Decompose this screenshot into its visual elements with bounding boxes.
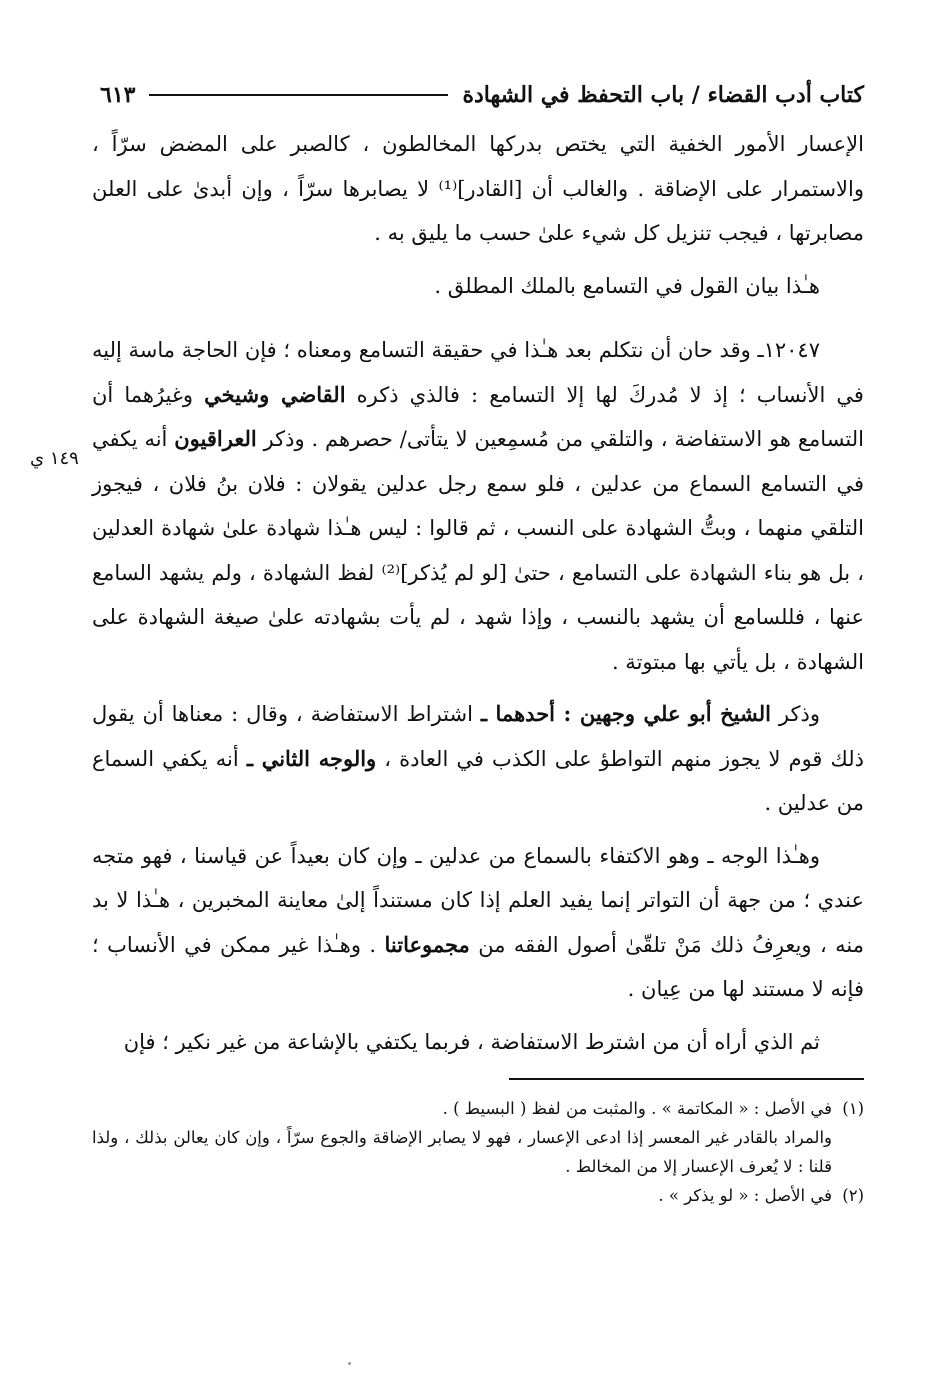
paragraph-3: [92, 328, 864, 684]
paragraph-4-text-a: وذكر: [771, 702, 820, 726]
paragraph-5-text-a: وهـٰذا الوجه ـ وهو الاكتفاء بالسماع من عدلين ـ وإن كان بعيداً عن قياسنا ، فهو متجه عندي ؛ من جهة أن التواتر إنما يفيد العلم إذا كان مستنداً إلىٰ معاينة المخبرين ، هـٰذا لا بد منه ، ويعرِفُ ذلك مَنْ تلقّىٰ أصول الفقه من: [92, 843, 864, 957]
paragraph-4: [92, 692, 864, 826]
paragraph-3-text-d: أنه يكفي في التسامع السماع من عدلين ، فلو سمع رجل عدلين يقولان : فلان بنُ فلان ، فيجوز التلقي منهما ، وبتُّ الشهادة على النسب ، ثم قالوا : ليس هـٰذا شهادة علىٰ شهادة العدلين ، بل هو بناء الشهادة على التسامع ، حتىٰ [لو لم يُذكر]⁽²⁾ لفظ الشهادة ، ولم يشهد السامع عنها ، فللسامع أن يشهد بالنسب ، وإذا شهد ، لم يأت بشهادته علىٰ صيغة الشهادة على الشهادة ، بل يأتي بها مبتوتة .: [92, 427, 864, 674]
paragraph-4-bold-2: والوجه الثاني ـ: [246, 745, 377, 771]
paragraph-3-bold-1: القاضي وشيخي: [204, 381, 346, 407]
footnote-1-line-2: والمراد بالقادر غير المعسر إذا ادعى الإعسار ، فهو لا يصابر الإضاقة والجوع سرّاً ، وإن كان يعالن بذلك ، ولذا قلنا : لا يُعرف الإعسار إلا من المخالط .: [92, 1128, 832, 1176]
paragraph-4-text-c: اشتراط الاستفاضة ، وقال : معناها أن يقول ذلك قوم لا يجوز منهم التواطؤ على الكذب في العادة ،: [92, 702, 864, 771]
header-title: كتاب أدب القضاء / باب التحفظ في الشهادة: [462, 82, 864, 108]
paragraph-5-bold-1: مجموعاتنا: [384, 931, 470, 957]
running-header: [92, 70, 864, 120]
margin-page-reference: ١٤٩ ي: [30, 448, 79, 469]
footnote-2-line-1: في الأصل : « لو يذكر » .: [658, 1186, 832, 1205]
footnotes: [92, 1094, 864, 1210]
scan-speck: [348, 1362, 351, 1365]
page: [92, 70, 864, 1210]
main-text: [92, 122, 864, 1064]
footnote-1: [92, 1094, 864, 1123]
paragraph-3-bold-2: العراقيون: [174, 426, 257, 451]
paragraph-6: ثم الذي أراه أن من اشترط الاستفاضة ، فربما يكتفي بالإشاعة من غير نكير ؛ فإن: [123, 1029, 820, 1054]
footnote-2-number: (٢): [842, 1186, 864, 1205]
paragraph-3-text-c: وغيرُهما أن التسامع هو الاستفاضة ، والتلقي من مُسمِعين لا يتأتى/ حصرهم . وذكر: [92, 382, 864, 451]
header-rule: [149, 94, 448, 96]
paragraph-4-bold-1: الشيخ أبو علي وجهين : أحدهما ـ: [480, 701, 771, 726]
footnote-2: [92, 1181, 864, 1210]
footnote-1-number: (١): [842, 1099, 864, 1118]
footnote-1-line-1: في الأصل : « المكاتمة » . والمثبت من لفظ ( البسيط ) .: [442, 1099, 832, 1118]
paragraph-3-text-a: ١٢٠٤٧ـ وقد حان أن نتكلم بعد هـٰذا في حقيقة التسامع ومعناه ؛ فإن الحاجة ماسة إليه في الأنساب ؛ إذ لا مُدركَ لها إلا التسامع : فالذي ذكره: [92, 338, 864, 407]
paragraph-5: [92, 834, 864, 1012]
footnote-separator: [509, 1078, 864, 1080]
paragraph-2: هـٰذا بيان القول في التسامع بالملك المطلق .: [434, 273, 820, 298]
footnote-1-continued: [92, 1123, 864, 1181]
page-number: ٦١٣: [100, 82, 136, 108]
paragraph-1: الإعسار الأمور الخفية التي يختص بدركها المخالطون ، كالصبر على المضض سرّاً ، والاستمرار على الإضاقة . والغالب أن [القادر]⁽¹⁾ لا يصابرها سرّاً ، وإن أبدىٰ على العلن مصابرتها ، فيجب تنزيل كل شيء علىٰ حسب ما يليق به .: [92, 132, 865, 245]
paragraph-4-text-d: أنه يكفي السماع من عدلين .: [92, 746, 864, 815]
paragraph-5-text-c: . وهـٰذا غير ممكن في الأنساب ؛ فإنه لا مستند لها من عِيان .: [92, 932, 864, 1001]
